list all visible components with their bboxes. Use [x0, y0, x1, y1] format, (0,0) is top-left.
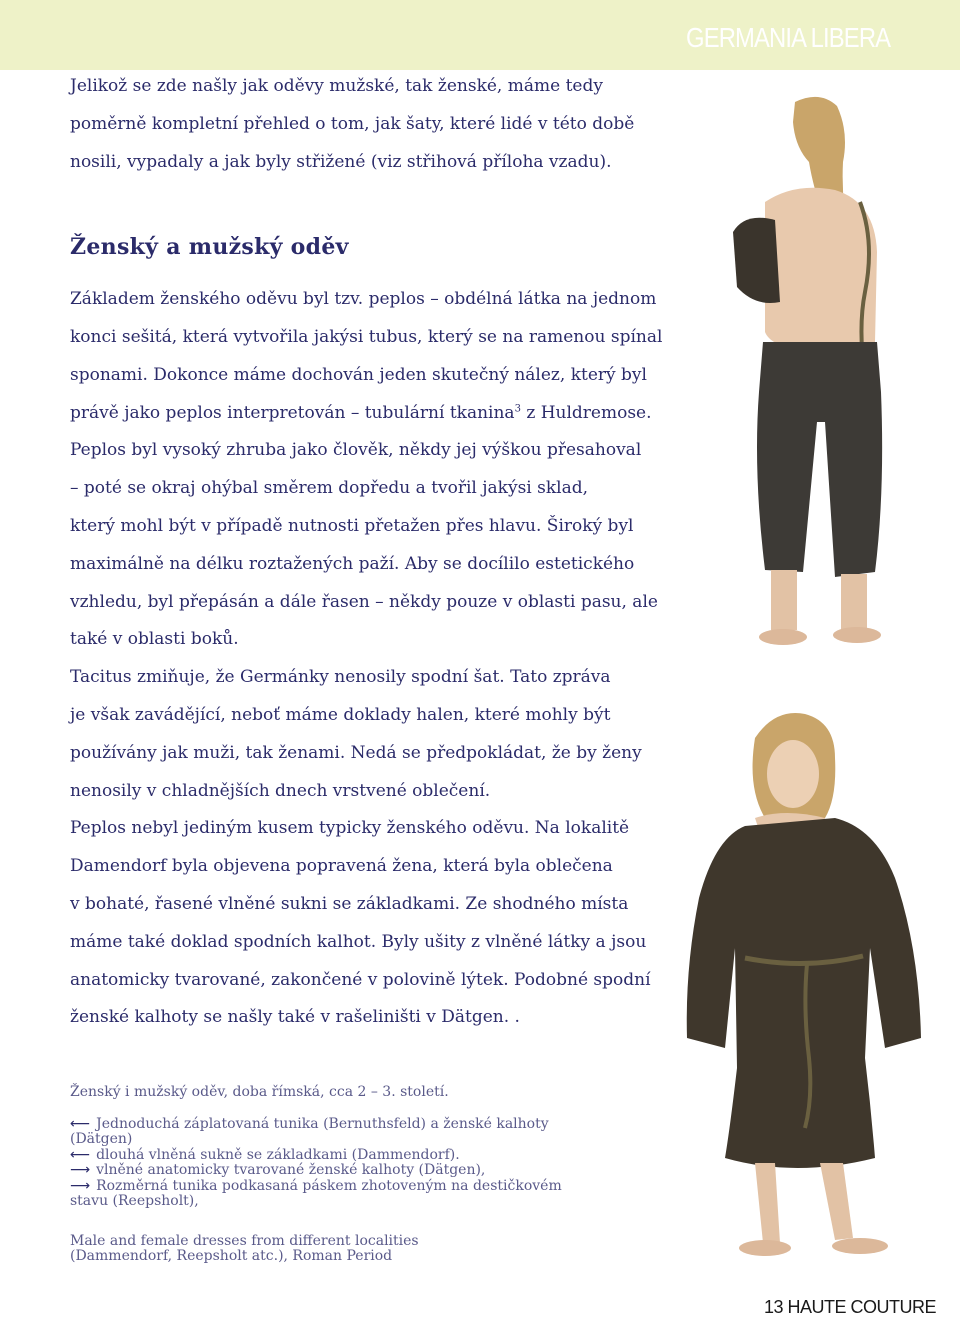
caption-item	[70, 1117, 570, 1148]
paragraph-line: Peplos byl vysoký zhruba jako člověk, někdy jej výškou přesahoval	[70, 440, 642, 461]
paragraph-line: anatomicky tvarované, zakončené v polovině lýtek. Podobné spodní	[70, 969, 651, 990]
paragraph-line: Tacitus zmiňuje, že Germánky nenosily spodní šat. Tato zpráva	[70, 667, 611, 688]
footnote-text: právě jako peplos interpretován – tubulární tkanina	[70, 402, 515, 423]
page-footer: 13 HAUTE COUTURE	[763, 1297, 936, 1317]
paragraph-line: konci sešitá, která vytvořila jakýsi tubus, který se na ramenou spínal	[70, 326, 663, 347]
caption-item	[70, 1148, 570, 1164]
footnote-text-after: z Huldremose.	[520, 402, 652, 423]
caption-item-text: vlněné anatomicky tvarované ženské kalhoty (Dätgen),	[96, 1162, 486, 1178]
paragraph-line: nosili, vypadaly a jak byly střižené (viz střihová příloha vzadu).	[70, 151, 612, 172]
paragraph-line: – poté se okraj ohýbal směrem dopředu a tvořil jakýsi sklad,	[70, 478, 589, 499]
paragraph-line: také v oblasti boků.	[70, 629, 239, 650]
footnote-mark[interactable]: 3	[514, 402, 521, 414]
caption-english: (Dammendorf, Reepsholt atc.), Roman Period	[70, 1248, 393, 1264]
paragraph-line: vzhledu, byl přepásán a dále řasen – někdy pouze v oblasti pasu, ale	[70, 591, 658, 612]
photo-woman-tunic	[685, 708, 925, 1276]
arrow-right-icon: ⟶	[70, 1177, 91, 1194]
arrow-left-icon: ⟵	[70, 1115, 91, 1132]
arrow-right-icon: ⟶	[70, 1162, 91, 1178]
caption-item-text: dlouhá vlněná sukně se základkami (Dammendorf).	[96, 1146, 460, 1163]
paragraph-line: je však zavádějící, neboť máme doklady halen, které mohly být	[70, 704, 611, 725]
paragraph-line: Základem ženského oděvu byl tzv. peplos – obdélná látka na jednom	[70, 289, 657, 310]
paragraph-line: Peplos nebyl jediným kusem typicky ženského oděvu. Na lokalitě	[70, 818, 630, 839]
caption-item	[70, 1163, 570, 1179]
header-bar	[0, 0, 960, 70]
paragraph-line: máme také doklad spodních kalhot. Byly ušity z vlněné látky a jsou	[70, 931, 647, 952]
paragraph-line: maximálně na délku roztažených paží. Aby se docílilo estetického	[70, 553, 635, 574]
paragraph-line: Jelikož se zde našly jak oděvy mužské, tak ženské, máme tedy	[70, 76, 603, 96]
paragraph-line: nenosily v chladnějších dnech vrstvené oblečení.	[70, 780, 491, 801]
section-heading: Ženský a mužský oděv	[70, 234, 349, 261]
caption-english: Male and female dresses from different localities	[70, 1232, 419, 1249]
paragraph-line: poměrně kompletní přehled o tom, jak šaty, které lidé v této době	[70, 113, 635, 134]
paragraph-line: ženské kalhoty se našly také v rašeliništi v Dätgen. .	[70, 1007, 520, 1028]
arrow-left-icon: ⟵	[70, 1146, 91, 1163]
article-body	[70, 68, 690, 1037]
caption-title: Ženský i mužský oděv, doba římská, cca 2 – 3. století.	[70, 1084, 449, 1100]
paragraph-line-footnote	[70, 395, 690, 433]
section-title: GERMANIA LIBERA	[685, 22, 890, 53]
paragraph-line: který mohl být v případě nutnosti přetažen přes hlavu. Široký byl	[70, 515, 634, 536]
paragraph-line: Damendorf byla objevena popravená žena, která byla oblečena	[70, 856, 613, 877]
paragraph-line: v bohaté, řasené vlněné sukni se základkami. Ze shodného místa	[70, 893, 629, 914]
paragraph-line: používány jak muži, tak ženami. Nedá se předpokládat, že by ženy	[70, 742, 642, 763]
paragraph-line: sponami. Dokonce máme dochován jeden skutečný nález, který byl	[70, 364, 647, 385]
caption-item-text: Jednoduchá záplatovaná tunika (Bernuthsfeld) a ženské kalhoty (Dätgen)	[70, 1115, 549, 1147]
caption-item	[70, 1179, 570, 1210]
caption-item-text: Rozměrná tunika podkasaná páskem zhotoveným na destičkovém stavu (Reepsholt),	[70, 1177, 562, 1209]
figure-caption	[70, 1085, 570, 1265]
photo-woman-trousers	[725, 92, 895, 662]
